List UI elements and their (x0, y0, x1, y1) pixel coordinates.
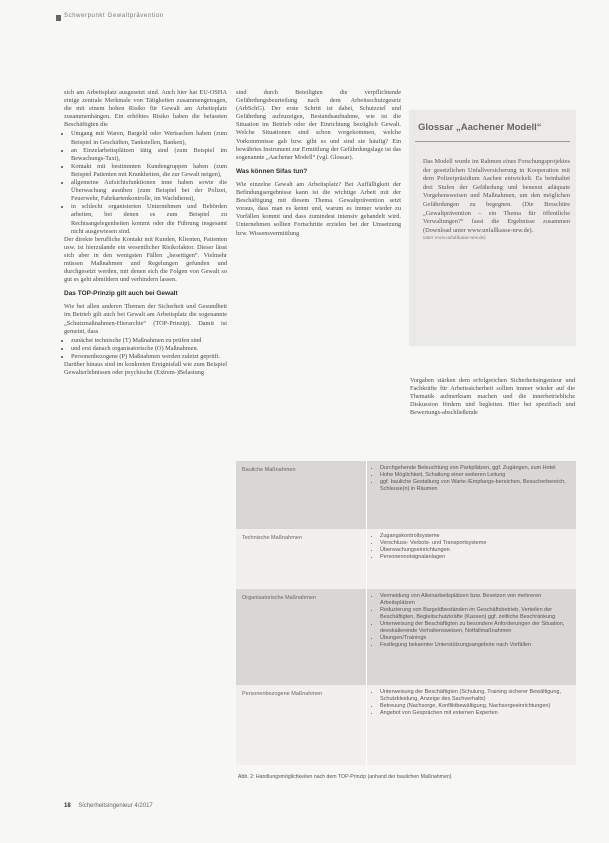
paragraph: Vorgaben stärken dem erfolgreichen Sicherheitsingenieur und Fachkräfte für Arbeitssicherheit sollten immer wieder auf die Thematik aufmerksam machen und die innerbetriebliche Diskussion fördern und begleiten. Hier bei spezifisch und Bewertungs-abschließende (410, 377, 575, 417)
top-list (64, 337, 227, 361)
table-row (236, 529, 576, 589)
list-item: • Unterweisung der Beschäftigten zu besondere Anforderungen der Situation, deeskalierende Verhaltensweisen, Notfallmaßnahmen (380, 621, 572, 635)
list-item: • Personennotsignalanlagen (380, 554, 572, 561)
table-caption: Abb. 2: Handlungsmöglichkeiten nach dem TOP-Prinzip (anhand der baulichen Maßnahmen) (238, 774, 452, 780)
table-cell-category: Personenbezogene Maßnahmen (236, 685, 367, 765)
paragraph: Darüber hinaus sind im konkreten Ereignisfall wie zum Beispiel Gewalterlebnissen oder psychische (Extrem-)Belastung (64, 361, 227, 377)
list-item: • Zugangskontrollsysteme (380, 533, 572, 540)
list-item: • allgemeine Aufsichtsfunktionen inne haben sowie die Überwachung ausüben (zum Beispiel bei der Polizei, Feuerwehr, Fahrkartenkontrolle, im Wachdienst), (71, 179, 227, 203)
list-item: • Überwachungseinrichtungen (380, 547, 572, 554)
list-item: • Hohe Möglichkeit, Schaltung einer weiteren Leitung (380, 472, 572, 479)
table-cell-items (367, 685, 577, 765)
paragraph: sich am Arbeitsplatz ausgesetzt sind. Auch hier hat EU-OSHA einige zentrale Merkmale von Tätigkeiten zusammengetragen, die mit einem hohen Risiko für Gewalt am Arbeitsplatz zusammenhängen. Ein erhöhtes Risiko haben die befassten Beschäftigten die (64, 89, 227, 129)
list-item: • Personenbezogene (P) Maßnahmen werden zuletzt geprüft. (71, 353, 227, 361)
column-left (64, 89, 227, 378)
glossary-note: unter www.unfallkasse-nrw.de) (423, 236, 486, 242)
section-heading: Das TOP-Prinzip gilt auch bei Gewalt (64, 290, 178, 298)
list-item: • und erst danach organisatorische (O) Maßnahmen. (71, 345, 227, 353)
measures-table (236, 461, 576, 765)
list-item: • Übungen/Trainings (380, 635, 572, 642)
table-cell-items (367, 529, 577, 589)
paragraph: Wie bei allen anderen Themen der Sicherheit und Gesundheit im Betrieb gilt auch bei Gewalt am Arbeitsplatz die sogenannte „Schutzmaßnahmen-Hierarchie“ (TOP-Prinzip). Damit ist gemeint, dass (64, 303, 227, 335)
table-cell-category: Bauliche Maßnahmen (236, 461, 367, 529)
table-cell-items (367, 461, 577, 529)
list-item: • Vermeidung von Alleinarbeitsplätzen bzw. Besetzen von mehreren Arbeitsplätzen (380, 593, 572, 607)
section-label: Schwerpunkt Gewaltprävention (64, 13, 164, 19)
paragraph: sind durch Beteiligten die verpflichtende Gefährdungsbeurteilung nach dem Arbeitsschutzgesetz (ArbSchG). Der erste Schritt ist dabei, Schutzziel und Gefährdung aufzuzeigen, Bestandsaufnahme, wie ist die Situation im Betrieb oder der Einrichtung bezüglich Gewalt. Welche Situationen sind schon vorgekommen, welche Vorkommnisse gab bzw. gibt es und sind sie häufig? Ein bewährtes Instrument zur Ermittlung der Gefährdungslage ist das sogenannte „Aachener Modell“ (vgl. Glossar). (236, 89, 401, 161)
glossary-title: Glossar „Aachener Modell“ (418, 122, 542, 133)
section-heading: Was können Sifas tun? (236, 167, 308, 175)
table-row (236, 589, 576, 685)
column-middle (236, 89, 401, 239)
list-item: • Unterweisung der Beschäftigten (Schulung, Training sicherer Bewältigung, Schutzkleidung, Anzeige des Sachverhalts) (380, 689, 572, 703)
glossary-text: Das Modell wurde im Rahmen eines Forschungsprojektes der gesetzlichen Unfallversicherung in Kooperation mit dem Polizeipräsidium Aachen entwickelt. Es beinhaltet drei Stufen der Gefährdung und benennt adäquate Vorgehensweisen und Maßnahmen, um den möglichen Gefährdungen zu begegnen. (Die Broschüre „Gewaltprävention – ein Thema für öffentliche Verwaltungen?“ fasst die Ergebnisse zusammen (Download unter www.unfallkasse-nrw.de). (423, 158, 570, 234)
list-item: • Umgang mit Waren, Bargeld oder Wertsachen haben (zum Beispiel in Geschäften, Tankstellen, Banken), (71, 130, 227, 146)
table-cell-items (367, 589, 577, 685)
list-item: • in schlecht organisierten Unternehmen und Behörden arbeiten, bei denen es zum Beispiel zu Rechtsangelegenheiten kommt oder die Führung insgesamt nicht ausgewiesen sind. (71, 203, 227, 235)
table-cell-category: Organisatorische Maßnahmen (236, 589, 367, 685)
list-item: • an Einzelarbeitsplätzen tätig sind (zum Beispiel im Bewachungs-Taxi), (71, 147, 227, 163)
list-item: • Durchgehende Beleuchtung von Parkplätzen, ggf. Zugängen, zum Hotel (380, 465, 572, 472)
paragraph: Wie einzelne Gewalt am Arbeitsplatz? Bei Auffälligkeit der Befindungsergebnisse kann ist die wichtige Arbeit mit der Beschäftigung mit diesem Thema. Gewaltprävention setzt voraus, dass man es kennt und, warum es immer wieder zu Vorfällen kommt und dass zumindest intensiv gehandelt wird. Unternehmen sollten Fortschritte erzielen bei der Umsetzung bzw. Wissensvermittlung (236, 180, 401, 237)
list-item: • zunächst technische (T) Maßnahmen zu prüfen sind (71, 337, 227, 345)
page-footer (64, 803, 153, 809)
glossary-box (409, 110, 576, 346)
risk-list (64, 130, 227, 235)
list-item: • Festlegung bekannter Unterstützungsangebote nach Vorfällen (380, 642, 572, 649)
list-item: • Kontakt mit bestimmten Kundengruppen haben (zum Beispiel Patienten mit Krankheiten, die zur Gewalt neigen), (71, 163, 227, 179)
list-item: • Angebot von Gesprächen mit externen Experten (380, 710, 572, 717)
list-item: • ggf. bauliche Gestaltung von Warte-/Empfangs-bereichen, Besucherbereich, Schleuse(n) in Räumen (380, 479, 572, 493)
table-row (236, 685, 576, 765)
table-row (236, 461, 576, 529)
list-item: • Reduzierung von Bargeldbeständen im Geschäftsbetrieb, Verteilen der Beschäftigten, Begleitschutzkräfte (Kassen) ggf. zeitliche Beschränkung (380, 607, 572, 621)
column-right (410, 377, 575, 418)
table-cell-category: Technische Maßnahmen (236, 529, 367, 589)
paragraph: Der direkte berufliche Kontakt mit Kunden, Klienten, Patienten usw. ist hierzulande ein wesentlicher Risikofaktor. Dieser lässt sich aber in den wenigsten Fällen „beseitigen“. Vielmehr müssen Maßnahmen und Regelungen gefunden und durchgesetzt werden, mit denen sich die Folgen von Gewalt so gut es geht abmildern und verhindern lassen. (64, 235, 227, 284)
list-item: • Verschluss- Verbots- und Transportsysteme (380, 540, 572, 547)
page-number: 18 (64, 803, 71, 809)
list-item: • Betreuung (Nachsorge, Konfliktbewältigung, Nachsorgeeinrichtungen) (380, 703, 572, 710)
journal-name: Sicherheitsingenieur 4/2017 (78, 803, 153, 809)
header-marker (56, 15, 61, 21)
